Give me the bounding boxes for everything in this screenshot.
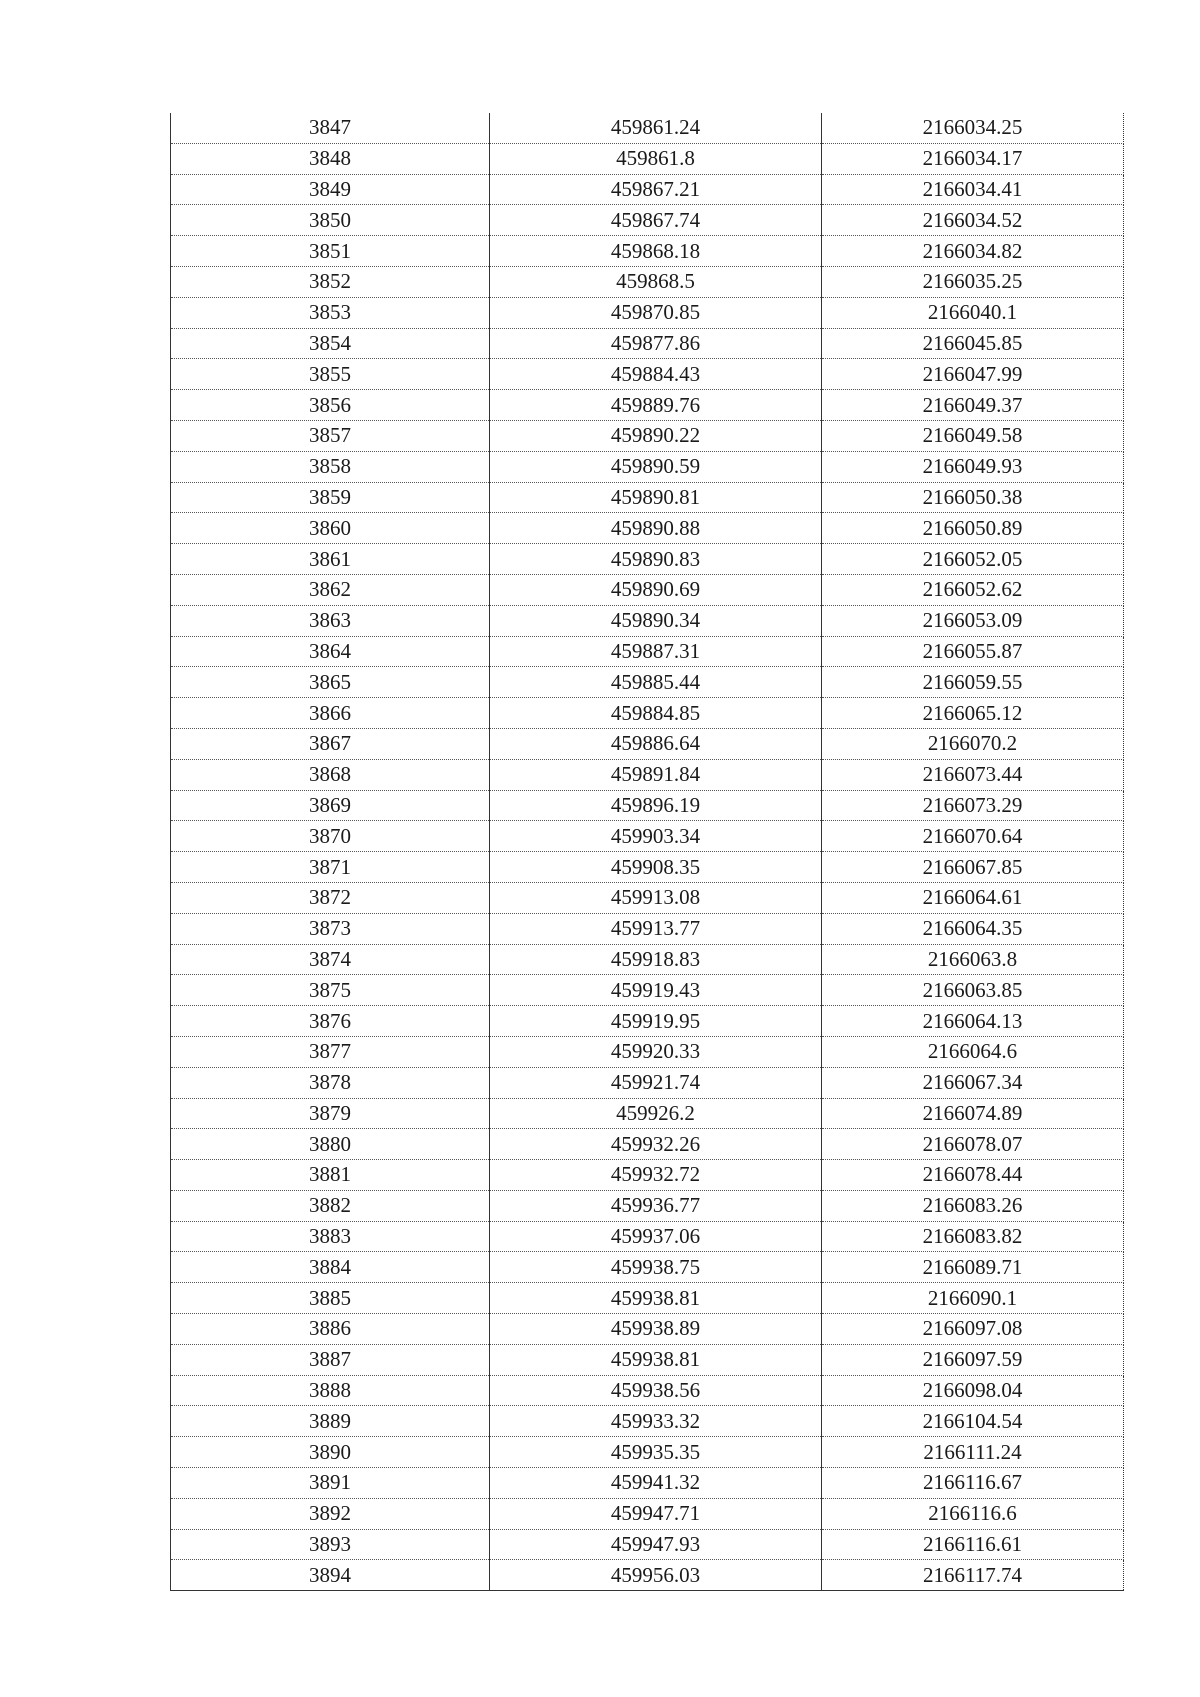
table-row	[171, 266, 1124, 297]
table-row	[171, 1221, 1124, 1252]
table-row	[171, 1468, 1124, 1499]
x-coordinate-cell: 459933.32	[490, 1406, 822, 1437]
y-coordinate-cell: 2166090.1	[822, 1283, 1124, 1314]
point-number-cell: 3868	[171, 759, 490, 790]
y-coordinate-cell: 2166117.74	[822, 1560, 1124, 1591]
point-number-cell: 3878	[171, 1067, 490, 1098]
point-number-cell: 3847	[171, 113, 490, 143]
point-number-cell: 3877	[171, 1036, 490, 1067]
point-number-cell: 3881	[171, 1160, 490, 1191]
point-number-cell: 3863	[171, 605, 490, 636]
table-row	[171, 1529, 1124, 1560]
x-coordinate-cell: 459884.85	[490, 698, 822, 729]
x-coordinate-cell: 459890.81	[490, 482, 822, 513]
x-coordinate-cell: 459913.77	[490, 913, 822, 944]
x-coordinate-cell: 459947.71	[490, 1498, 822, 1529]
point-number-cell: 3893	[171, 1529, 490, 1560]
y-coordinate-cell: 2166067.85	[822, 852, 1124, 883]
y-coordinate-cell: 2166083.26	[822, 1190, 1124, 1221]
x-coordinate-cell: 459921.74	[490, 1067, 822, 1098]
point-number-cell: 3858	[171, 451, 490, 482]
point-number-cell: 3864	[171, 636, 490, 667]
table-row	[171, 975, 1124, 1006]
x-coordinate-cell: 459935.35	[490, 1437, 822, 1468]
y-coordinate-cell: 2166052.62	[822, 574, 1124, 605]
point-number-cell: 3894	[171, 1560, 490, 1591]
x-coordinate-cell: 459936.77	[490, 1190, 822, 1221]
point-number-cell: 3856	[171, 390, 490, 421]
y-coordinate-cell: 2166050.89	[822, 513, 1124, 544]
x-coordinate-cell: 459941.32	[490, 1468, 822, 1499]
point-number-cell: 3854	[171, 328, 490, 359]
table-row	[171, 1406, 1124, 1437]
x-coordinate-cell: 459920.33	[490, 1036, 822, 1067]
x-coordinate-cell: 459919.43	[490, 975, 822, 1006]
table-row	[171, 1344, 1124, 1375]
point-number-cell: 3891	[171, 1468, 490, 1499]
x-coordinate-cell: 459956.03	[490, 1560, 822, 1591]
y-coordinate-cell: 2166064.13	[822, 1006, 1124, 1037]
table-row	[171, 1283, 1124, 1314]
table-row	[171, 297, 1124, 328]
y-coordinate-cell: 2166074.89	[822, 1098, 1124, 1129]
x-coordinate-cell: 459870.85	[490, 297, 822, 328]
point-number-cell: 3880	[171, 1129, 490, 1160]
table-row	[171, 359, 1124, 390]
y-coordinate-cell: 2166040.1	[822, 297, 1124, 328]
table-row	[171, 1098, 1124, 1129]
table-row	[171, 1067, 1124, 1098]
x-coordinate-cell: 459903.34	[490, 821, 822, 852]
y-coordinate-cell: 2166063.85	[822, 975, 1124, 1006]
table-row	[171, 451, 1124, 482]
y-coordinate-cell: 2166070.64	[822, 821, 1124, 852]
table-row	[171, 420, 1124, 451]
table-row	[171, 1375, 1124, 1406]
x-coordinate-cell: 459884.43	[490, 359, 822, 390]
x-coordinate-cell: 459937.06	[490, 1221, 822, 1252]
point-number-cell: 3861	[171, 544, 490, 575]
y-coordinate-cell: 2166055.87	[822, 636, 1124, 667]
point-number-cell: 3866	[171, 698, 490, 729]
table-row	[171, 482, 1124, 513]
table-row	[171, 1006, 1124, 1037]
x-coordinate-cell: 459885.44	[490, 667, 822, 698]
point-number-cell: 3875	[171, 975, 490, 1006]
table-row	[171, 1160, 1124, 1191]
point-number-cell: 3883	[171, 1221, 490, 1252]
table-row	[171, 852, 1124, 883]
point-number-cell: 3874	[171, 944, 490, 975]
table-row	[171, 1498, 1124, 1529]
table-row	[171, 1314, 1124, 1345]
y-coordinate-cell: 2166078.44	[822, 1160, 1124, 1191]
table-row	[171, 113, 1124, 143]
x-coordinate-cell: 459877.86	[490, 328, 822, 359]
table-row	[171, 882, 1124, 913]
x-coordinate-cell: 459861.24	[490, 113, 822, 143]
x-coordinate-cell: 459938.75	[490, 1252, 822, 1283]
y-coordinate-cell: 2166111.24	[822, 1437, 1124, 1468]
table-row	[171, 328, 1124, 359]
y-coordinate-cell: 2166049.93	[822, 451, 1124, 482]
x-coordinate-cell: 459890.59	[490, 451, 822, 482]
y-coordinate-cell: 2166073.44	[822, 759, 1124, 790]
table-row	[171, 513, 1124, 544]
point-number-cell: 3862	[171, 574, 490, 605]
table-row	[171, 205, 1124, 236]
point-number-cell: 3852	[171, 266, 490, 297]
x-coordinate-cell: 459867.74	[490, 205, 822, 236]
point-number-cell: 3889	[171, 1406, 490, 1437]
y-coordinate-cell: 2166098.04	[822, 1375, 1124, 1406]
table-row	[171, 1252, 1124, 1283]
y-coordinate-cell: 2166083.82	[822, 1221, 1124, 1252]
point-number-cell: 3886	[171, 1314, 490, 1345]
x-coordinate-cell: 459868.18	[490, 236, 822, 267]
table-row	[171, 821, 1124, 852]
point-number-cell: 3860	[171, 513, 490, 544]
y-coordinate-cell: 2166063.8	[822, 944, 1124, 975]
table-row	[171, 790, 1124, 821]
table-row	[171, 605, 1124, 636]
y-coordinate-cell: 2166064.61	[822, 882, 1124, 913]
table-row	[171, 1560, 1124, 1591]
y-coordinate-cell: 2166059.55	[822, 667, 1124, 698]
y-coordinate-cell: 2166070.2	[822, 728, 1124, 759]
point-number-cell: 3865	[171, 667, 490, 698]
y-coordinate-cell: 2166097.59	[822, 1344, 1124, 1375]
y-coordinate-cell: 2166045.85	[822, 328, 1124, 359]
x-coordinate-cell: 459890.88	[490, 513, 822, 544]
x-coordinate-cell: 459891.84	[490, 759, 822, 790]
x-coordinate-cell: 459896.19	[490, 790, 822, 821]
point-number-cell: 3873	[171, 913, 490, 944]
y-coordinate-cell: 2166097.08	[822, 1314, 1124, 1345]
table-row	[171, 667, 1124, 698]
x-coordinate-cell: 459861.8	[490, 143, 822, 174]
coordinates-table	[170, 113, 1124, 1591]
x-coordinate-cell: 459932.26	[490, 1129, 822, 1160]
table-row	[171, 1437, 1124, 1468]
table-body	[171, 113, 1124, 1591]
y-coordinate-cell: 2166050.38	[822, 482, 1124, 513]
y-coordinate-cell: 2166064.35	[822, 913, 1124, 944]
point-number-cell: 3857	[171, 420, 490, 451]
point-number-cell: 3849	[171, 174, 490, 205]
y-coordinate-cell: 2166065.12	[822, 698, 1124, 729]
point-number-cell: 3882	[171, 1190, 490, 1221]
y-coordinate-cell: 2166116.67	[822, 1468, 1124, 1499]
y-coordinate-cell: 2166064.6	[822, 1036, 1124, 1067]
x-coordinate-cell: 459938.56	[490, 1375, 822, 1406]
x-coordinate-cell: 459938.81	[490, 1283, 822, 1314]
table-row	[171, 1190, 1124, 1221]
table-row	[171, 698, 1124, 729]
table-row	[171, 236, 1124, 267]
table-row	[171, 944, 1124, 975]
x-coordinate-cell: 459867.21	[490, 174, 822, 205]
point-number-cell: 3851	[171, 236, 490, 267]
y-coordinate-cell: 2166052.05	[822, 544, 1124, 575]
y-coordinate-cell: 2166035.25	[822, 266, 1124, 297]
x-coordinate-cell: 459926.2	[490, 1098, 822, 1129]
y-coordinate-cell: 2166104.54	[822, 1406, 1124, 1437]
point-number-cell: 3871	[171, 852, 490, 883]
table-row	[171, 574, 1124, 605]
table-row	[171, 1129, 1124, 1160]
y-coordinate-cell: 2166047.99	[822, 359, 1124, 390]
point-number-cell: 3870	[171, 821, 490, 852]
y-coordinate-cell: 2166034.52	[822, 205, 1124, 236]
point-number-cell: 3879	[171, 1098, 490, 1129]
x-coordinate-cell: 459932.72	[490, 1160, 822, 1191]
x-coordinate-cell: 459890.22	[490, 420, 822, 451]
point-number-cell: 3867	[171, 728, 490, 759]
y-coordinate-cell: 2166049.37	[822, 390, 1124, 421]
x-coordinate-cell: 459908.35	[490, 852, 822, 883]
x-coordinate-cell: 459886.64	[490, 728, 822, 759]
y-coordinate-cell: 2166089.71	[822, 1252, 1124, 1283]
y-coordinate-cell: 2166053.09	[822, 605, 1124, 636]
y-coordinate-cell: 2166073.29	[822, 790, 1124, 821]
point-number-cell: 3884	[171, 1252, 490, 1283]
x-coordinate-cell: 459918.83	[490, 944, 822, 975]
table-row	[171, 143, 1124, 174]
point-number-cell: 3885	[171, 1283, 490, 1314]
point-number-cell: 3869	[171, 790, 490, 821]
point-number-cell: 3850	[171, 205, 490, 236]
point-number-cell: 3888	[171, 1375, 490, 1406]
table-row	[171, 636, 1124, 667]
y-coordinate-cell: 2166049.58	[822, 420, 1124, 451]
x-coordinate-cell: 459890.83	[490, 544, 822, 575]
x-coordinate-cell: 459890.69	[490, 574, 822, 605]
point-number-cell: 3855	[171, 359, 490, 390]
point-number-cell: 3848	[171, 143, 490, 174]
y-coordinate-cell: 2166116.61	[822, 1529, 1124, 1560]
y-coordinate-cell: 2166078.07	[822, 1129, 1124, 1160]
point-number-cell: 3859	[171, 482, 490, 513]
x-coordinate-cell: 459889.76	[490, 390, 822, 421]
x-coordinate-cell: 459919.95	[490, 1006, 822, 1037]
y-coordinate-cell: 2166034.82	[822, 236, 1124, 267]
x-coordinate-cell: 459947.93	[490, 1529, 822, 1560]
x-coordinate-cell: 459913.08	[490, 882, 822, 913]
point-number-cell: 3887	[171, 1344, 490, 1375]
table-row	[171, 174, 1124, 205]
y-coordinate-cell: 2166034.17	[822, 143, 1124, 174]
table-row	[171, 1036, 1124, 1067]
point-number-cell: 3876	[171, 1006, 490, 1037]
table-row	[171, 759, 1124, 790]
point-number-cell: 3853	[171, 297, 490, 328]
table-row	[171, 390, 1124, 421]
point-number-cell: 3892	[171, 1498, 490, 1529]
x-coordinate-cell: 459938.89	[490, 1314, 822, 1345]
y-coordinate-cell: 2166034.41	[822, 174, 1124, 205]
table-row	[171, 913, 1124, 944]
y-coordinate-cell: 2166116.6	[822, 1498, 1124, 1529]
table-row	[171, 544, 1124, 575]
point-number-cell: 3890	[171, 1437, 490, 1468]
table-row	[171, 728, 1124, 759]
y-coordinate-cell: 2166034.25	[822, 113, 1124, 143]
x-coordinate-cell: 459938.81	[490, 1344, 822, 1375]
x-coordinate-cell: 459890.34	[490, 605, 822, 636]
x-coordinate-cell: 459868.5	[490, 266, 822, 297]
x-coordinate-cell: 459887.31	[490, 636, 822, 667]
point-number-cell: 3872	[171, 882, 490, 913]
y-coordinate-cell: 2166067.34	[822, 1067, 1124, 1098]
